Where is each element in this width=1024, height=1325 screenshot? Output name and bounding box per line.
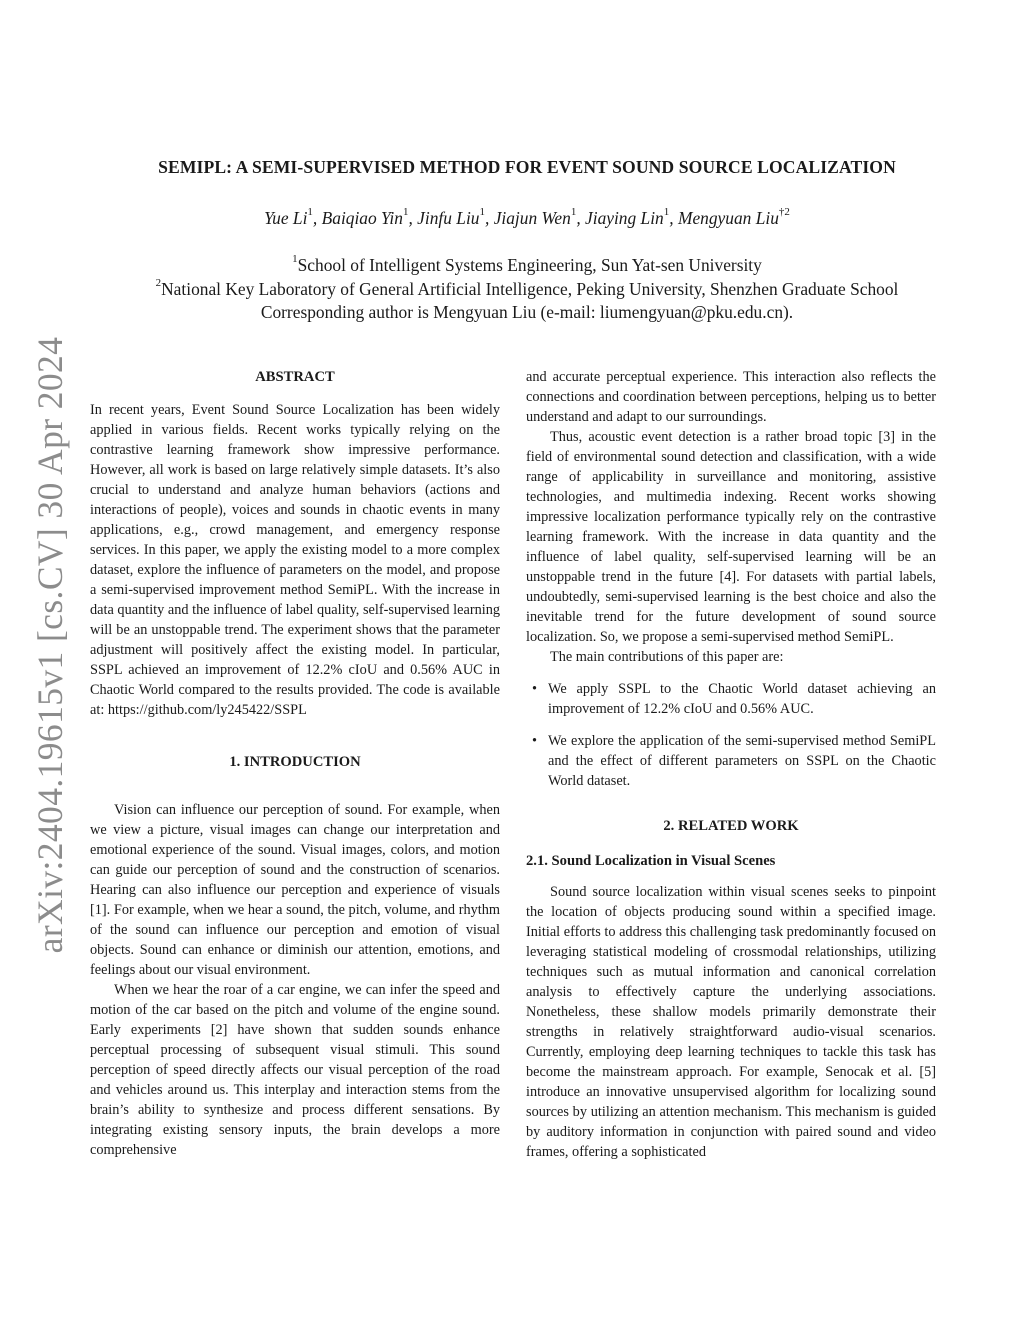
author-affiliation-mark: 1 <box>479 206 485 219</box>
introduction-heading: 1. INTRODUCTION <box>229 754 361 770</box>
related-work-heading: 2. RELATED WORK <box>663 818 799 834</box>
list-item-text: We apply SSPL to the Chaotic World dataset achieving an improvement of 12.2% cIoU and 0.56% AUC. <box>548 681 936 717</box>
affiliation-text: School of Intelligent Systems Engineering, Sun Yat-sen University <box>297 255 762 275</box>
author-name: Baiqiao Yin <box>321 208 403 228</box>
author-name: Jinfu Liu <box>417 208 480 228</box>
right-column <box>526 367 936 1162</box>
left-column <box>90 367 500 1160</box>
author-name: Jiaying Lin <box>585 208 664 228</box>
contributions-lead: The main contributions of this paper are: <box>550 649 784 665</box>
author-list: Yue Li$^1$, Baiqiao Yin$^1$, Jinfu Liu$^1$, Jiajun Wen$^1$, Jiaying Lin$^1$, Mengyuan Liu$^{\dagger 2}$ <box>264 206 790 228</box>
paper-title: SEMIPL: A SEMI-SUPERVISED METHOD FOR EVENT SOUND SOURCE LOCALIZATION <box>158 157 896 177</box>
abstract-heading: ABSTRACT <box>255 369 335 385</box>
author-affiliation-mark: 1 <box>307 206 313 219</box>
affiliation-text: National Key Laboratory of General Artificial Intelligence, Peking University, Shenzhen Graduate School <box>161 279 899 299</box>
author-name: Mengyuan Liu <box>677 208 779 228</box>
author-affiliation-mark: †2 <box>778 206 790 219</box>
author-name: Yue Li <box>264 208 308 228</box>
intro-paragraph: Thus, acoustic event detection is a rather broad topic [3] in the field of environmental sound detection and classification, with a wide range of applicability in surveillance and monitoring, assistive technologies, and multimedia indexing. Recent works showing impressive localization performance typically rely on the contrastive learning framework. With the increase in data quantity and the influence of label quality, self-supervised learning will be an unstoppable trend in the future [4]. For datasets with partial labels, undoubtedly, semi-supervised learning is the best choice and also the inevitable trend for the future development of sound source localization. So, we propose a semi-supervised method SemiPL. <box>526 429 936 645</box>
list-item-text: We explore the application of the semi-supervised method SemiPL and the effect of different parameters on SSPL on the Chaotic World dataset. <box>548 733 936 789</box>
author-name: Jiajun Wen <box>493 208 571 228</box>
affiliation-line-2 <box>60 279 994 300</box>
intro-paragraph-continued: and accurate perceptual experience. This interaction also reflects the connections and coordination between perceptions, helping us to better understand and adapt to our surroundings. <box>526 369 936 425</box>
intro-paragraph: Vision can influence our perception of sound. For example, when we view a picture, visual images can change our interpretation and emotional experience of the sound. Visual images, colors, and motion can guide our perception of sound and the construction of scenarios. Hearing can also influence our perception and experience of visuals [1]. For example, when we hear a sound, the pitch, volume, and rhythm of the sound can influence our perception and emotion of visual objects. Sound can enhance or diminish our attention, emotions, and feelings about our visual environment. <box>90 802 500 978</box>
affiliation-mark: 1 <box>292 253 298 266</box>
corresponding-author-line: Corresponding author is Mengyuan Liu (e-mail: liumengyuan@pku.edu.cn). <box>260 302 794 322</box>
list-item <box>532 731 936 791</box>
subsection-heading: 2.1. Sound Localization in Visual Scenes <box>526 853 776 869</box>
author-affiliation-mark: 1 <box>570 206 577 219</box>
list-item <box>532 679 936 719</box>
contributions-list <box>526 679 936 791</box>
affiliation-mark: 2 <box>155 277 162 290</box>
author-affiliation-mark: 1 <box>402 206 409 219</box>
arxiv-identifier-stamp: arXiv:2404.19615v1 [cs.CV] 30 Apr 2024 <box>30 336 70 954</box>
bullet-icon: • <box>532 733 538 749</box>
affiliation-line-1 <box>60 255 994 276</box>
abstract-text: In recent years, Event Sound Source Localization has been widely applied in various fields. Recent works typically relying on the contrastive learning framework show impressive performance. However, all work is based on large relatively simple datasets. It’s also crucial to understand and analyze human behaviors (actions and interactions of people), voices and sounds in chaotic events in many applications, e.g., crowd management, and emergency response services. In this paper, we apply the existing model to a more complex dataset, explore the influence of parameters on the model, and propose a semi-supervised improvement method SemiPL. With the increase in data quantity and the influence of label quality, self-supervised learning will be an unstoppable trend. The experiment shows that the parameter adjustment will positively affect the existing model. In particular, SSPL achieved an improvement of 12.2% cIoU and 0.56% AUC in Chaotic World compared to the results provided. The code is available at: https://github.com/ly245422/SSPL <box>90 402 500 718</box>
related-work-paragraph: Sound source localization within visual scenes seeks to pinpoint the location of objects producing sound within a specified image. Initial efforts to address this challenging task predominantly focused on leveraging statistical modeling of crossmodal relationships, utilizing techniques such as mutual information and canonical correlation analysis to effectively capture the underlying associations. Nonetheless, these shallow models primarily demonstrate their strengths in relatively straightforward audio-visual scenarios. Currently, employing deep learning techniques to tackle this task has become the mainstream approach. For example, Senocak et al. [5] introduce an innovative unsupervised algorithm for localizing sound sources by utilizing an attention mechanism. This mechanism is guided by auditory information in conjunction with paired sound and video frames, offering a sophisticated <box>526 884 936 1160</box>
intro-paragraph: When we hear the roar of a car engine, we can infer the speed and motion of the car based on the pitch and volume of the engine sound. Early experiments [2] have shown that sudden sounds enhance perceptual processing of subsequent visual stimuli. This sound perception of speed directly affects our visual perception of the road and vehicles around us. This interplay and interaction stems from the brain’s ability to synthesize and process different sensations. By integrating existing sensory inputs, the brain develops a more comprehensive <box>90 982 500 1158</box>
author-affiliation-mark: 1 <box>663 206 670 219</box>
bullet-icon: • <box>532 681 538 697</box>
